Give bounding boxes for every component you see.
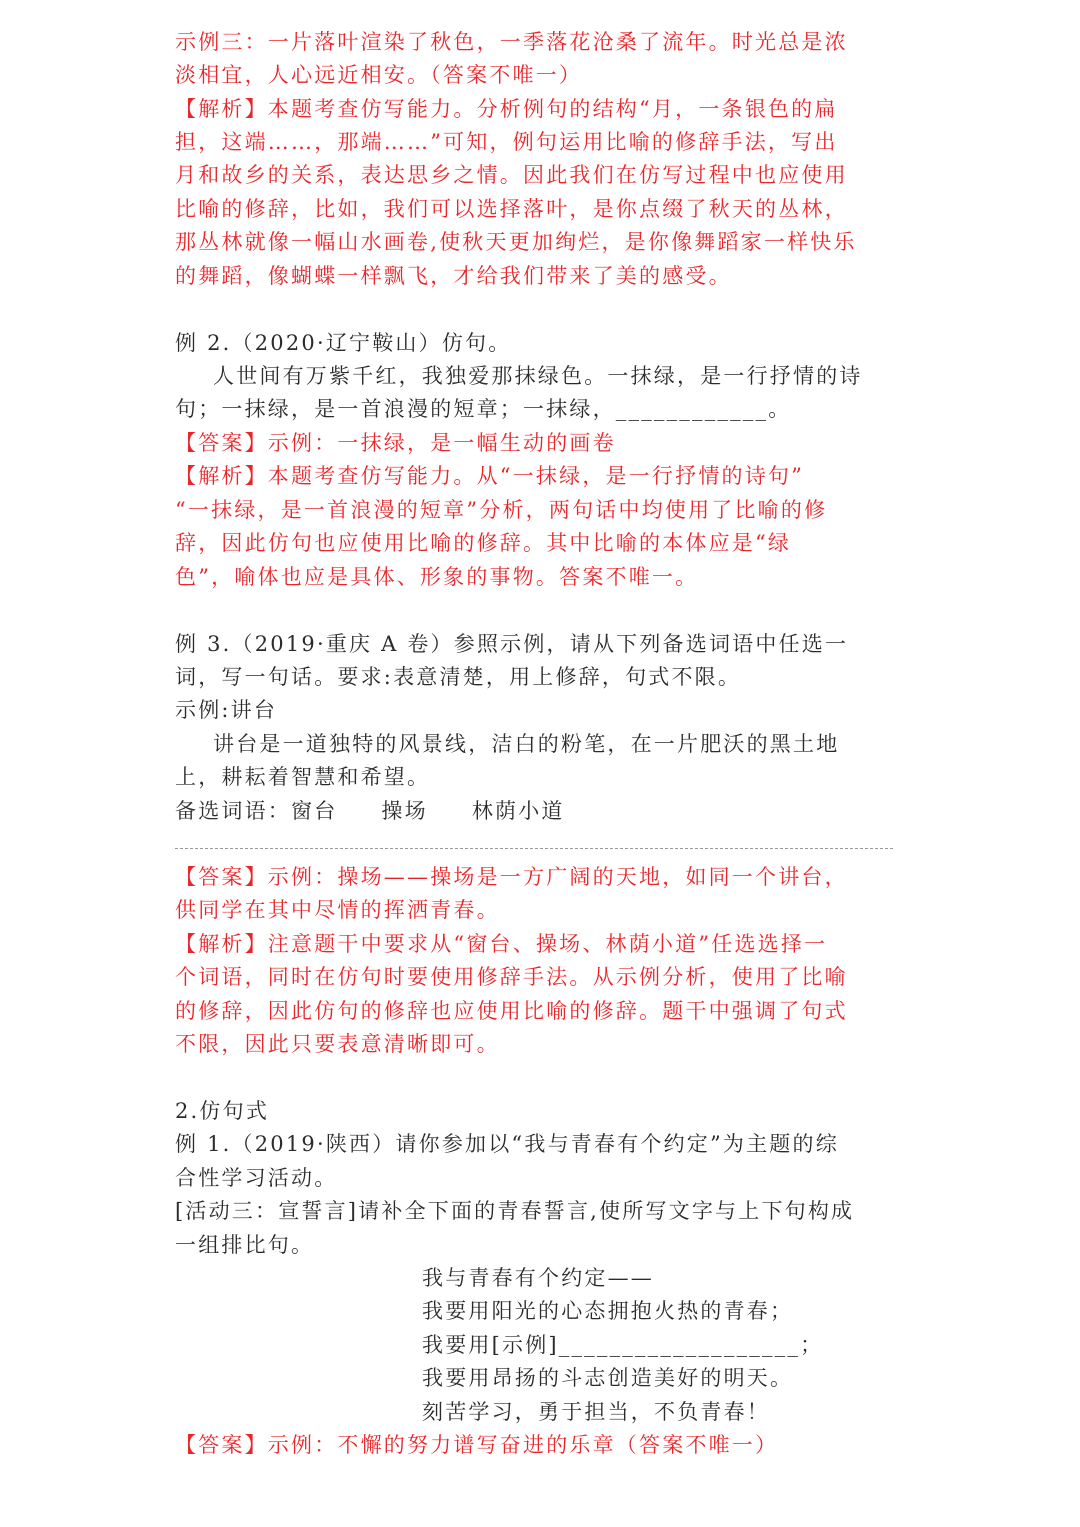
section-heading: 2.仿句式 bbox=[175, 1099, 270, 1123]
example-2-analysis: 色”，喻体也应是具体、形象的事物。答案不唯一。 bbox=[175, 565, 699, 589]
example-3-analysis: 的修辞，因此仿句的修辞也应使用比喻的修辞。题干中强调了句式 bbox=[175, 999, 848, 1023]
pledge-line: 我要用阳光的心态拥抱火热的青春； bbox=[422, 1299, 794, 1323]
pledge-line: 我与青春有个约定—— bbox=[422, 1266, 654, 1290]
example-2-answer: 【答案】示例：一抹绿，是一幅生动的画卷 bbox=[175, 431, 616, 455]
analysis-line: 的舞蹈，像蝴蝶一样飘飞，才给我们带来了美的感受。 bbox=[175, 264, 732, 288]
pledge-line: 我要用昂扬的斗志创造美好的明天。 bbox=[422, 1366, 794, 1390]
section-2-example-1: 合性学习活动。 bbox=[175, 1166, 338, 1190]
text-line: 淡相宜，人心远近相安。（答案不唯一） bbox=[175, 63, 583, 87]
analysis-line: 比喻的修辞，比如，我们可以选择落叶，是你点缀了秋天的丛林， bbox=[175, 197, 848, 221]
pledge-line: 我要用[示例]___________________； bbox=[422, 1333, 824, 1357]
option-word: 窗台 bbox=[291, 799, 338, 823]
example-2-stem: 句；一抹绿，是一首浪漫的短章；一抹绿，____________。 bbox=[175, 397, 792, 421]
example-2-analysis: “一抹绿，是一首浪漫的短章”分析，两句话中均使用了比喻的修 bbox=[175, 498, 828, 522]
example-3-analysis: 【解析】注意题干中要求从“窗台、操场、林荫小道”任选选择一 bbox=[175, 932, 828, 956]
answer-blank-line bbox=[175, 848, 893, 849]
example-3-sample-label: 示例:讲台 bbox=[175, 698, 278, 722]
example-3-analysis: 个词语，同时在仿句时要使用修辞手法。从示例分析，使用了比喻 bbox=[175, 965, 848, 989]
activity-prompt: 一组排比句。 bbox=[175, 1233, 315, 1257]
example-2-stem: 人世间有万紫千红，我独爱那抹绿色。一抹绿，是一行抒情的诗 bbox=[213, 364, 863, 388]
example-2-heading: 例 2.（2020·辽宁鞍山）仿句。 bbox=[175, 331, 512, 355]
analysis-line: 那丛林就像一幅山水画卷,使秋天更加绚烂，是你像舞蹈家一样快乐 bbox=[175, 230, 857, 254]
example-3-sample: 上，耕耘着智慧和希望。 bbox=[175, 765, 431, 789]
example-3-sample: 讲台是一道独特的风景线，洁白的粉笔，在一片肥沃的黑土地 bbox=[213, 732, 840, 756]
example-3-heading: 词，写一句话。要求:表意清楚，用上修辞，句式不限。 bbox=[175, 665, 742, 689]
analysis-line: 月和故乡的关系，表达思乡之情。因此我们在仿写过程中也应使用 bbox=[175, 163, 848, 187]
section-2-answer: 【答案】示例：不懈的努力谱写奋进的乐章（答案不唯一） bbox=[175, 1433, 779, 1457]
pledge-line: 刻苦学习，勇于担当，不负青春！ bbox=[422, 1400, 770, 1424]
example-2-analysis: 辞，因此仿句也应使用比喻的修辞。其中比喻的本体应是“绿 bbox=[175, 531, 792, 555]
example-3-options bbox=[175, 795, 565, 828]
text-line: 示例三：一片落叶渲染了秋色，一季落花沧桑了流年。时光总是浓 bbox=[175, 30, 848, 54]
example-3-analysis: 不限，因此只要表意清晰即可。 bbox=[175, 1032, 500, 1056]
activity-prompt: [活动三：宣誓言]请补全下面的青春誓言,使所写文字与上下句构成 bbox=[175, 1199, 855, 1223]
example-3-heading: 例 3.（2019·重庆 A 卷）参照示例，请从下列备选词语中任选一 bbox=[175, 632, 849, 656]
example-2-analysis: 【解析】本题考查仿写能力。从“一抹绿，是一行抒情的诗句” bbox=[175, 464, 805, 488]
options-label: 备选词语： bbox=[175, 799, 291, 823]
analysis-line: 担，这端……，那端……”可知，例句运用比喻的修辞手法，写出 bbox=[175, 130, 838, 154]
option-word: 林荫小道 bbox=[471, 799, 565, 823]
example-3-answer: 【答案】示例：操场——操场是一方广阔的天地，如同一个讲台， bbox=[175, 865, 848, 889]
example-3-answer: 供同学在其中尽情的挥洒青春。 bbox=[175, 898, 500, 922]
option-word: 操场 bbox=[381, 799, 428, 823]
section-2-example-1: 例 1.（2019·陕西）请你参加以“我与青春有个约定”为主题的综 bbox=[175, 1132, 839, 1156]
analysis-line: 【解析】本题考查仿写能力。分析例句的结构“月，一条银色的扁 bbox=[175, 97, 838, 121]
